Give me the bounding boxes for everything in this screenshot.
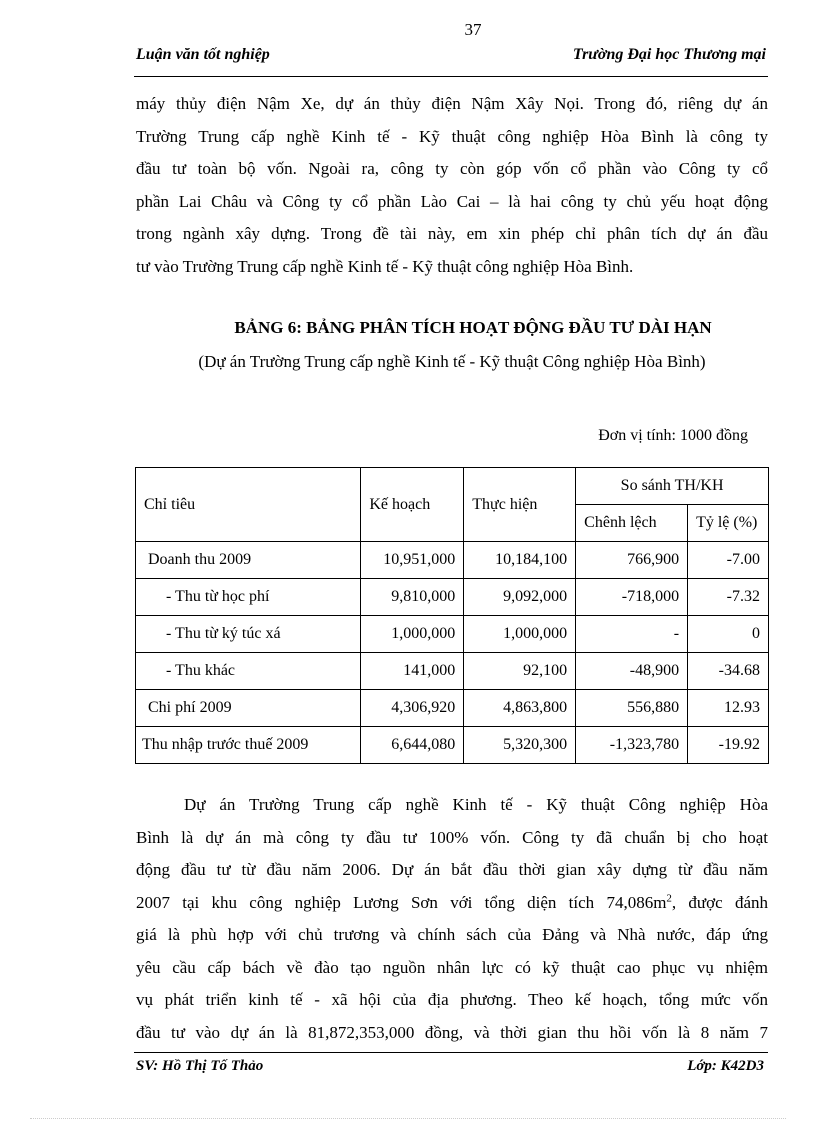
header-indicator: Chỉ tiêu [136, 468, 361, 542]
body-line: Dự án Trường Trung cấp nghề Kinh tế - Kỹ thuật Công nghiệp Hòa [184, 795, 768, 814]
row-plan: 141,000 [361, 653, 464, 690]
row-ratio: -7.00 [688, 542, 769, 579]
intro-line: trong ngành xây dựng. Trong đề tài này, em xin phép chỉ phân tích dự án đầu [136, 224, 768, 243]
body-line: đầu tư vào dự án là 81,872,353,000 đồng, và thời gian thu hồi vốn là 8 năm 7 [136, 1022, 768, 1042]
row-actual: 9,092,000 [464, 579, 576, 616]
row-actual: 10,184,100 [464, 542, 576, 579]
row-label: Chi phí 2009 [136, 690, 361, 727]
intro-line: tư vào Trường Trung cấp nghề Kinh tế - Kỹ thuật công nghiệp Hòa Bình. [136, 256, 634, 276]
header-rule [134, 76, 768, 77]
table-title: BẢNG 6: BẢNG PHÂN TÍCH HOẠT ĐỘNG ĐẦU TƯ DÀI HẠN [234, 318, 712, 337]
table-row [136, 690, 769, 727]
header-thesis-label: Luận văn tốt nghiệp [136, 46, 270, 63]
row-diff: 766,900 [576, 542, 688, 579]
row-actual: 4,863,800 [464, 690, 576, 727]
row-ratio: 12.93 [688, 690, 769, 727]
row-plan: 4,306,920 [361, 690, 464, 727]
body-line-text: , được đánh [671, 892, 768, 912]
row-actual: 1,000,000 [464, 616, 576, 653]
page-number: 37 [464, 20, 482, 39]
table-row [136, 542, 769, 579]
header-actual: Thực hiện [464, 468, 576, 542]
row-diff: -1,323,780 [576, 727, 688, 764]
investment-table [135, 467, 769, 764]
header-diff: Chênh lệch [576, 505, 688, 542]
row-diff: - [576, 616, 688, 653]
row-actual: 5,320,300 [464, 727, 576, 764]
row-plan: 6,644,080 [361, 727, 464, 764]
superscript: 2 [666, 891, 672, 904]
table-header-row [136, 468, 769, 505]
row-ratio: -34.68 [688, 653, 769, 690]
row-plan: 9,810,000 [361, 579, 464, 616]
table-row [136, 579, 769, 616]
body-line [136, 887, 768, 920]
page-edge-divider [30, 1118, 786, 1119]
header-university: Trường Đại học Thương mại [572, 46, 766, 63]
header-compare: So sánh TH/KH [576, 468, 769, 505]
body-line: giá là phù hợp với chủ trương và chính sách của Đảng và Nhà nước, đáp ứng [136, 925, 768, 944]
row-diff: -48,900 [576, 653, 688, 690]
footer-class: Lớp: K42D3 [687, 1058, 764, 1074]
row-label: Thu nhập trước thuế 2009 [136, 727, 361, 764]
body-line: vụ phát triển kinh tế - xã hội của địa phương. Theo kế hoạch, tổng mức vốn [136, 990, 768, 1009]
header-ratio: Tỷ lệ (%) [688, 505, 769, 542]
footer-rule [134, 1052, 768, 1053]
body-line: Bình là dự án mà công ty đầu tư 100% vốn. Công ty đã chuẩn bị cho hoạt [136, 827, 768, 847]
row-label: - Thu khác [136, 653, 361, 690]
row-actual: 92,100 [464, 653, 576, 690]
body-line: yêu cầu cấp bách về đào tạo nguồn nhân lực có kỹ thuật cao phục vụ nhiệm [136, 957, 768, 977]
intro-paragraph [136, 88, 768, 283]
table-row [136, 653, 769, 690]
row-plan: 1,000,000 [361, 616, 464, 653]
row-ratio: -7.32 [688, 579, 769, 616]
table-row [136, 727, 769, 764]
intro-line: phần Lai Châu và Công ty cổ phần Lào Cai – là hai công ty chủ yếu hoạt động [136, 191, 768, 211]
body-line-text: 2007 tại khu công nghiệp Lương Sơn với tổng diện tích 74,086m [136, 892, 667, 912]
row-diff: -718,000 [576, 579, 688, 616]
intro-line: máy thủy điện Nậm Xe, dự án thủy điện Nậm Xây Nọi. Trong đó, riêng dự án [136, 94, 768, 113]
header-plan: Kế hoạch [361, 468, 464, 542]
intro-line: đầu tư toàn bộ vốn. Ngoài ra, công ty còn góp vốn cổ phần vào Công ty cổ [136, 159, 768, 178]
body-paragraph [136, 789, 768, 1049]
row-label: - Thu từ ký túc xá [136, 616, 361, 653]
unit-label: Đơn vị tính: 1000 đồng [598, 427, 748, 444]
body-line: động đầu tư từ đầu năm 2006. Dự án bắt đầu thời gian xây dựng từ đầu năm [136, 860, 768, 879]
row-plan: 10,951,000 [361, 542, 464, 579]
footer-student: SV: Hồ Thị Tố Thảo [136, 1058, 264, 1074]
row-label: - Thu từ học phí [136, 579, 361, 616]
table-row [136, 616, 769, 653]
table-subtitle: (Dự án Trường Trung cấp nghề Kinh tế - Kỹ thuật Công nghiệp Hòa Bình) [198, 352, 706, 371]
intro-line: Trường Trung cấp nghề Kinh tế - Kỹ thuật công nghiệp Hòa Bình là công ty [136, 126, 768, 146]
row-ratio: 0 [688, 616, 769, 653]
row-diff: 556,880 [576, 690, 688, 727]
row-ratio: -19.92 [688, 727, 769, 764]
row-label: Doanh thu 2009 [136, 542, 361, 579]
